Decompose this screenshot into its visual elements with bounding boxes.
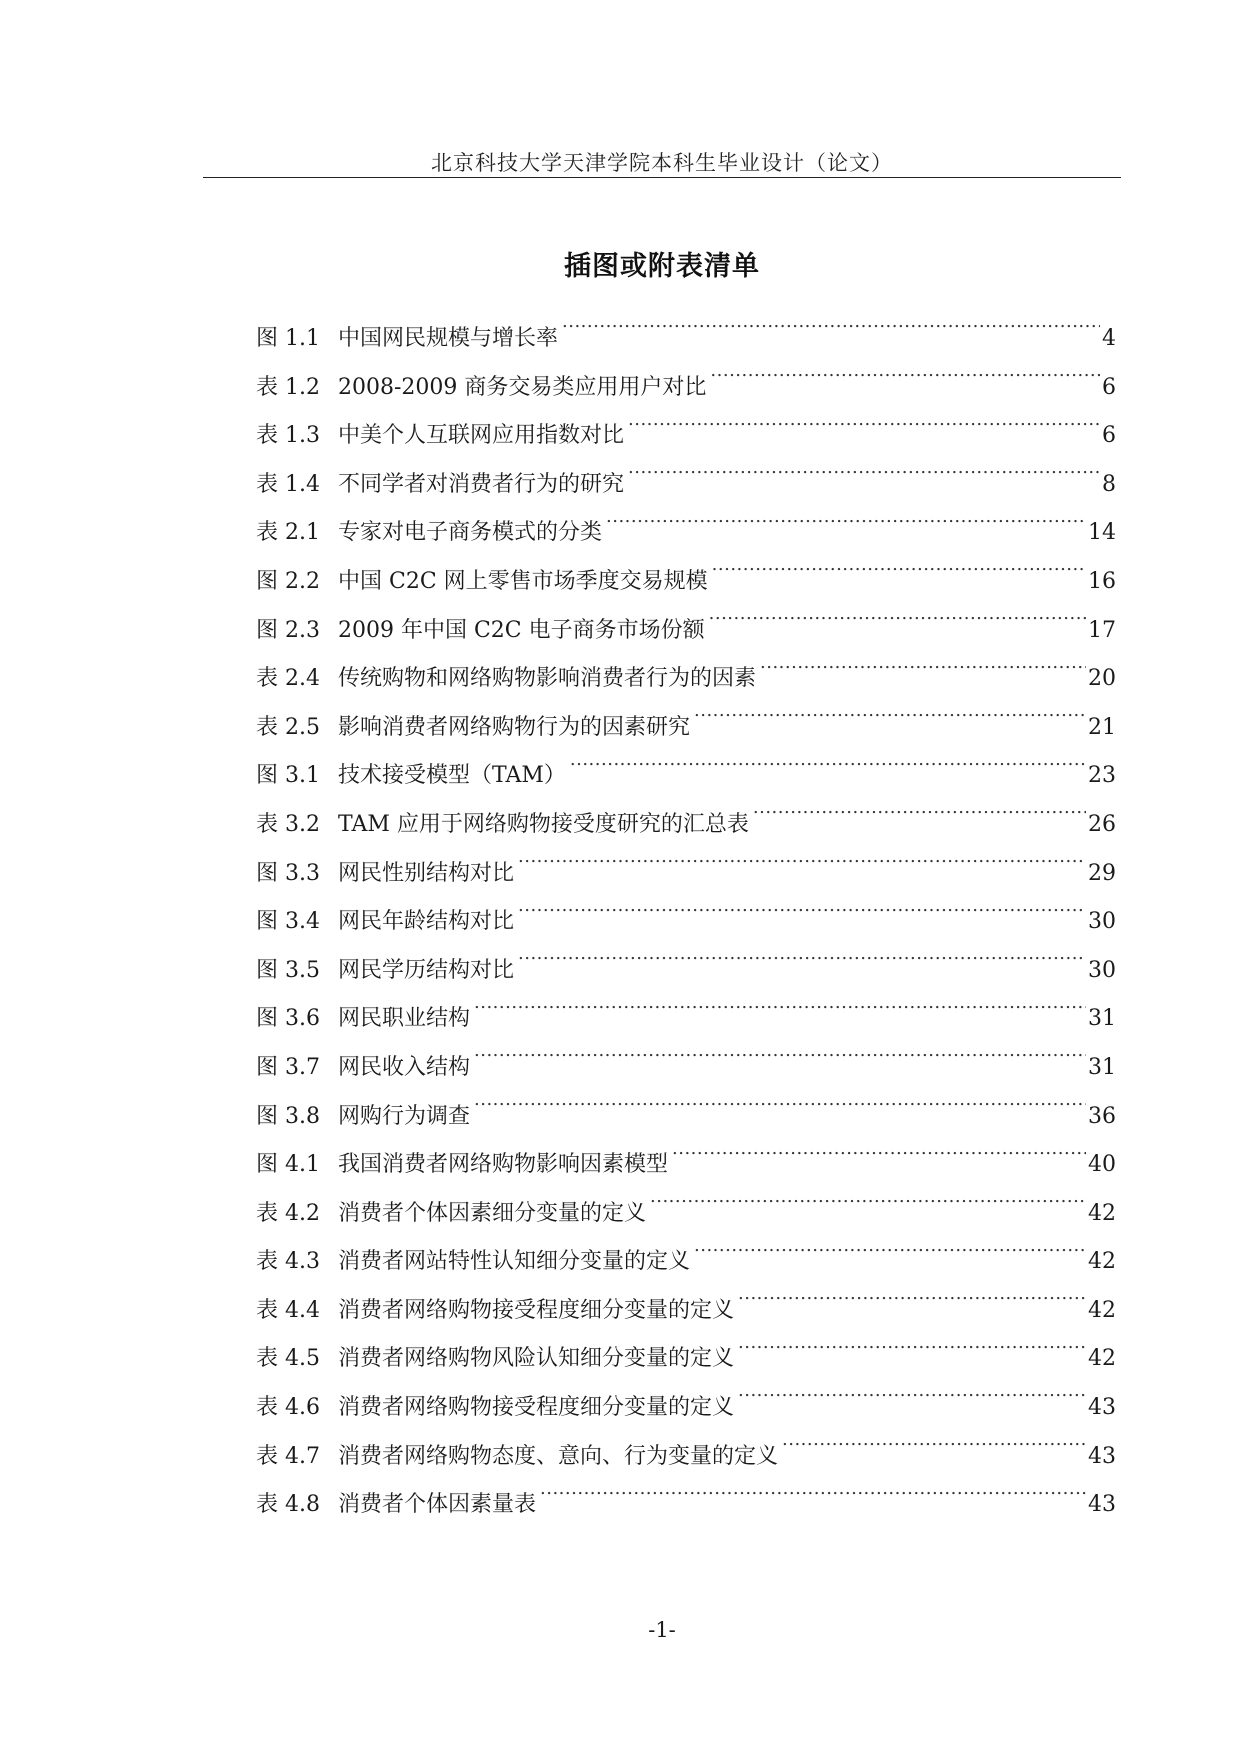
dot-leader [712,566,1086,588]
entry-label: 表 4.7 [256,1443,320,1469]
entry-page-number: 36 [1088,1103,1116,1129]
dot-leader [709,615,1086,637]
toc-entry[interactable] [256,412,1116,461]
entry-title: 消费者网站特性认知细分变量的定义 [338,1249,691,1275]
dot-leader [650,1198,1086,1220]
dot-leader [694,712,1086,734]
entry-title: 2009 年中国 C2C 电子商务市场份额 [338,617,705,643]
toc-entry[interactable] [256,1287,1116,1336]
toc-entry[interactable] [256,509,1116,558]
entry-page-number: 20 [1088,666,1116,692]
toc-entry[interactable] [256,1093,1116,1142]
entry-label: 图 3.8 [256,1103,320,1129]
dot-leader [474,1101,1086,1123]
entry-title: 专家对电子商务模式的分类 [338,520,603,546]
dot-leader [782,1441,1086,1463]
entry-page-number: 31 [1088,1006,1116,1032]
toc-entry[interactable] [256,801,1116,850]
entry-page-number: 43 [1088,1492,1116,1518]
entry-page-number: 42 [1088,1249,1116,1275]
entry-page-number: 30 [1088,909,1116,935]
entry-label: 图 3.1 [256,763,320,789]
page-title: 插图或附表清单 [564,251,760,282]
entry-page-number: 4 [1102,326,1116,351]
page-number: -1- [648,1618,676,1642]
entry-label: 图 2.2 [256,568,320,594]
entry-label: 表 2.5 [256,714,320,740]
entry-label: 表 4.5 [256,1346,320,1372]
entry-title: 不同学者对消费者行为的研究 [338,471,625,497]
entry-label: 表 1.4 [256,471,320,497]
toc-entry[interactable] [256,1335,1116,1384]
entry-label: 表 2.1 [256,520,320,546]
entry-label: 图 3.4 [256,909,320,935]
entry-title: 网民收入结构 [338,1054,471,1080]
entry-page-number: 40 [1088,1152,1116,1178]
entry-title: 传统购物和网络购物影响消费者行为的因素 [338,666,757,692]
dot-leader [738,1392,1086,1414]
toc-entry[interactable] [256,1384,1116,1433]
entry-page-number: 42 [1088,1346,1116,1372]
entry-page-number: 6 [1102,374,1116,400]
entry-title: 我国消费者网络购物影响因素模型 [338,1152,669,1178]
entry-label: 表 4.4 [256,1297,320,1323]
toc-entry[interactable] [256,752,1116,801]
dot-leader [710,372,1100,394]
entry-label: 图 1.1 [256,326,320,351]
entry-page-number: 23 [1088,763,1116,789]
dot-leader [606,517,1086,539]
toc-entry[interactable] [256,364,1116,413]
entry-title: 中美个人互联网应用指数对比 [338,423,625,449]
entry-title: 技术接受模型（TAM） [338,763,566,789]
entry-label: 表 1.2 [256,374,320,400]
entry-label: 图 3.7 [256,1054,320,1080]
entry-title: 消费者网络购物风险认知细分变量的定义 [338,1346,735,1372]
toc-entry[interactable] [256,461,1116,510]
dot-leader [518,906,1086,928]
entry-page-number: 29 [1088,860,1116,886]
entry-label: 表 4.3 [256,1249,320,1275]
dot-leader [518,955,1086,977]
toc-entry[interactable] [256,1238,1116,1287]
entry-label: 图 2.3 [256,617,320,643]
toc-entry[interactable] [256,850,1116,899]
toc-entry[interactable] [256,655,1116,704]
entry-label: 表 3.2 [256,811,320,837]
entry-page-number: 8 [1102,471,1116,497]
dot-leader [518,858,1086,880]
header-rule [203,177,1121,178]
entry-title: 网民年龄结构对比 [338,909,515,935]
figure-table-list [256,315,1116,1530]
entry-page-number: 42 [1088,1200,1116,1226]
toc-entry[interactable] [256,704,1116,753]
toc-entry[interactable] [256,1141,1116,1190]
dot-leader [628,420,1100,442]
entry-title: 消费者网络购物接受程度细分变量的定义 [338,1297,735,1323]
entry-page-number: 43 [1088,1443,1116,1469]
entry-label: 表 4.6 [256,1395,320,1421]
entry-page-number: 6 [1102,423,1116,449]
entry-page-number: 43 [1088,1395,1116,1421]
toc-entry[interactable] [256,1044,1116,1093]
entry-label: 图 3.3 [256,860,320,886]
entry-page-number: 21 [1088,714,1116,740]
dot-leader [694,1246,1086,1268]
entry-page-number: 42 [1088,1297,1116,1323]
dot-leader [570,760,1086,782]
entry-label: 图 3.6 [256,1006,320,1032]
dot-leader [738,1343,1086,1365]
entry-page-number: 31 [1088,1054,1116,1080]
dot-leader [628,469,1100,491]
entry-label: 图 4.1 [256,1152,320,1178]
entry-title: 消费者网络购物态度、意向、行为变量的定义 [338,1443,779,1469]
entry-label: 表 2.4 [256,666,320,692]
entry-title: 网民性别结构对比 [338,860,515,886]
toc-entry[interactable] [256,315,1116,364]
dot-leader [672,1149,1086,1171]
entry-title: 网购行为调查 [338,1103,471,1129]
entry-title: TAM 应用于网络购物接受度研究的汇总表 [338,811,749,837]
entry-title: 消费者个体因素量表 [338,1492,537,1518]
entry-page-number: 16 [1088,568,1116,594]
toc-entry[interactable] [256,1190,1116,1239]
entry-page-number: 17 [1088,617,1116,643]
entry-title: 中国 C2C 网上零售市场季度交易规模 [338,568,708,594]
dot-leader [738,1295,1086,1317]
entry-label: 表 4.8 [256,1492,320,1518]
entry-title: 消费者个体因素细分变量的定义 [338,1200,647,1226]
toc-entry[interactable] [256,1481,1116,1530]
running-header: 北京科技大学天津学院本科生毕业设计（论文） [431,151,893,175]
entry-page-number: 30 [1088,957,1116,983]
dot-leader [474,1003,1086,1025]
dot-leader [540,1489,1086,1511]
toc-entry[interactable] [256,995,1116,1044]
entry-title: 2008-2009 商务交易类应用用户对比 [338,374,707,400]
entry-label: 表 1.3 [256,423,320,449]
entry-label: 图 3.5 [256,957,320,983]
entry-label: 表 4.2 [256,1200,320,1226]
entry-title: 网民学历结构对比 [338,957,515,983]
dot-leader [753,809,1086,831]
dot-leader [562,323,1100,345]
toc-entry[interactable] [256,558,1116,607]
entry-page-number: 14 [1088,520,1116,546]
entry-title: 消费者网络购物接受程度细分变量的定义 [338,1395,735,1421]
dot-leader [760,663,1086,685]
toc-entry[interactable] [256,607,1116,656]
dot-leader [474,1052,1086,1074]
entry-page-number: 26 [1088,811,1116,837]
entry-title: 中国网民规模与增长率 [338,326,559,351]
toc-entry[interactable] [256,947,1116,996]
entry-title: 网民职业结构 [338,1006,471,1032]
toc-entry[interactable] [256,898,1116,947]
toc-entry[interactable] [256,1433,1116,1482]
entry-title: 影响消费者网络购物行为的因素研究 [338,714,691,740]
